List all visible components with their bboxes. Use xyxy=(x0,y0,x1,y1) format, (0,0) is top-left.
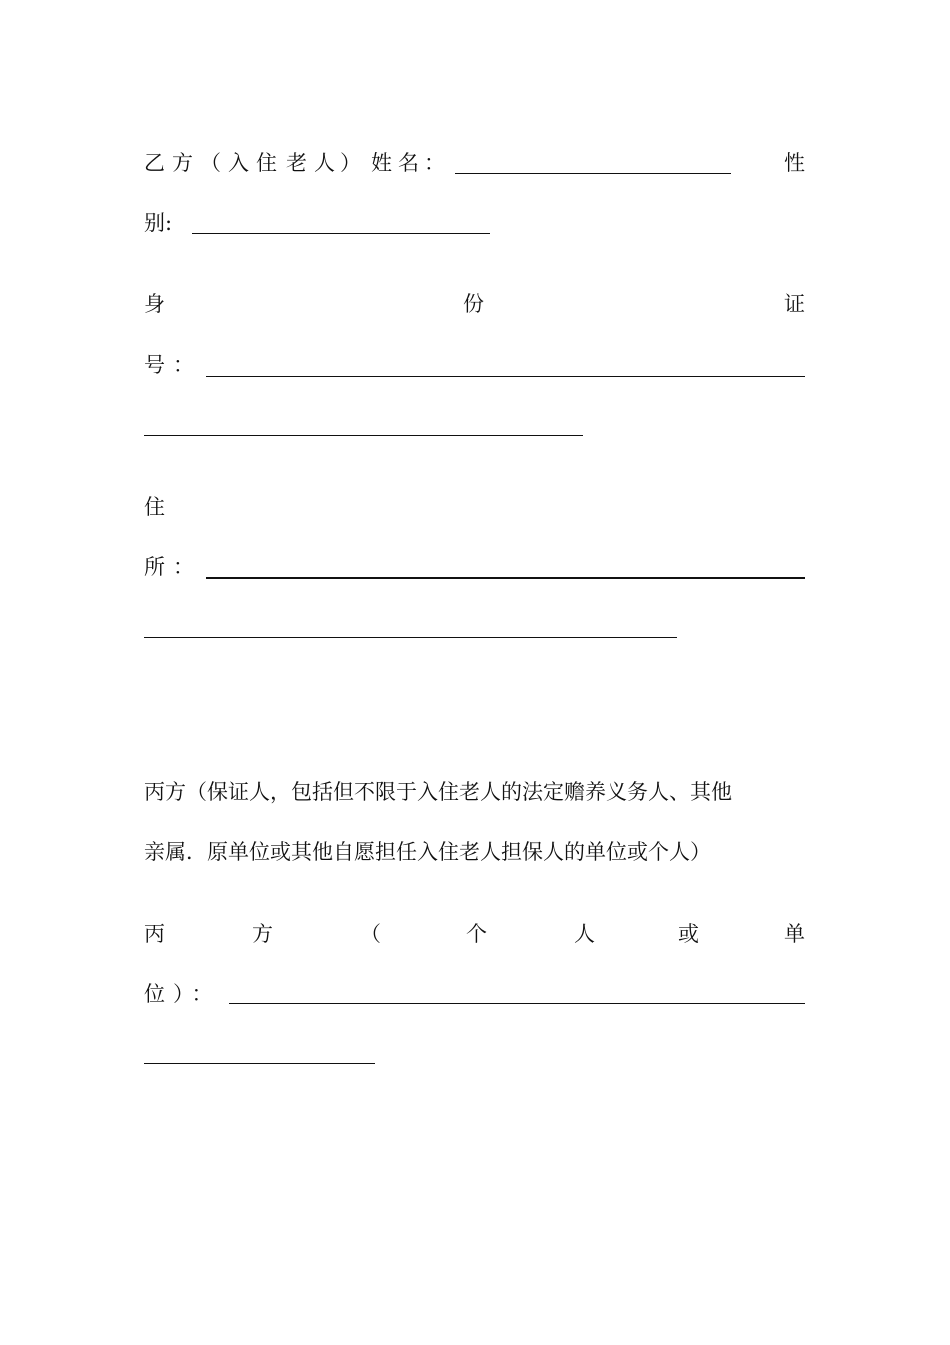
party-c-name-field[interactable] xyxy=(229,1003,805,1004)
party-b-address-field[interactable] xyxy=(206,577,805,579)
label-char: 住 xyxy=(256,151,277,175)
party-b-name-field[interactable] xyxy=(455,173,731,174)
party-b-address-label-end: 所： xyxy=(144,555,202,579)
label-char: 名 xyxy=(398,151,419,175)
label-char: 人 xyxy=(314,151,335,175)
party-b-id-field[interactable] xyxy=(206,376,805,377)
party-c-name-label-char: 单 xyxy=(784,922,805,946)
party-c-intro-line-1: 丙方（保证人，包括但不限于入住老人的法定赡养义务人、其他 xyxy=(144,780,732,804)
label-char: 方 xyxy=(172,151,193,175)
party-b-gender-label-start: 性 xyxy=(784,151,805,175)
label-char: ： xyxy=(424,151,445,175)
party-b-address-field-continued[interactable] xyxy=(144,637,677,638)
party-b-id-label-char: 份 xyxy=(463,292,484,316)
label-char: 乙 xyxy=(144,151,165,175)
party-b-id-label-end: 号： xyxy=(144,353,202,377)
party-c-name-label-char: 人 xyxy=(574,922,595,946)
label-char: 姓 xyxy=(371,151,392,175)
party-b-address-label-start: 住 xyxy=(144,495,165,519)
party-b-id-label-char: 证 xyxy=(784,292,805,316)
label-char: ） xyxy=(340,151,361,175)
label-char: 老 xyxy=(286,151,307,175)
party-c-name-label-char: 个 xyxy=(466,922,487,946)
party-b-id-field-continued[interactable] xyxy=(144,435,583,436)
party-c-name-label-end: 位）： xyxy=(144,982,221,1006)
label-char: （ xyxy=(200,151,221,175)
party-b-gender-label-end: 别: xyxy=(144,211,173,235)
label-char: 入 xyxy=(228,151,249,175)
party-c-name-field-continued[interactable] xyxy=(144,1063,375,1064)
party-c-name-label-char: 方 xyxy=(252,922,273,946)
party-c-name-label-char: 丙 xyxy=(144,922,165,946)
party-c-intro-line-2: 亲属．原单位或其他自愿担任入住老人担保人的单位或个人） xyxy=(144,840,711,864)
party-b-gender-field[interactable] xyxy=(192,233,490,234)
party-c-name-label-char: （ xyxy=(360,922,381,946)
party-c-name-label-char: 或 xyxy=(678,922,699,946)
party-b-id-label-char: 身 xyxy=(144,292,165,316)
